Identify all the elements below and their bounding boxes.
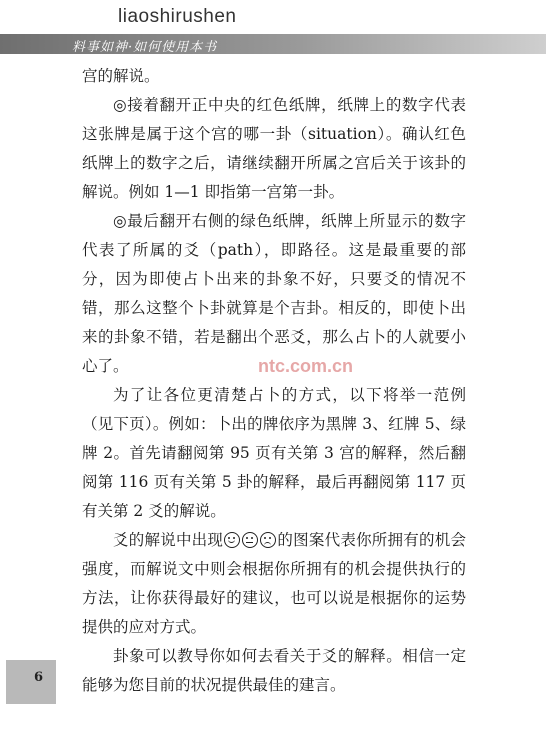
happy-face-icon bbox=[224, 532, 240, 548]
paragraph-3: ◎最后翻开右侧的绿色纸牌，纸牌上所显示的数字代表了所属的爻（path），即路径。这是最重要的部分，因为即使占卜出来的卦象不好，只要爻的情况不错，那么这整个卜卦就算是个吉卦。相反的，即使卜出来的卦象不错，若是翻出个恶爻，那么占卜的人就要小心了。 bbox=[82, 212, 466, 375]
paragraph-5 bbox=[82, 526, 466, 642]
paragraph-1: 宫的解说。 bbox=[82, 67, 160, 85]
page-number: 6 bbox=[34, 670, 44, 685]
header-latin-title: liaoshirushen bbox=[118, 6, 237, 27]
paragraph-5-lead: 爻的解说中出现 bbox=[113, 531, 224, 549]
watermark: ntc.com.cn bbox=[258, 356, 354, 376]
page-number-box bbox=[6, 660, 56, 704]
body-text bbox=[82, 62, 466, 700]
neutral-face-icon bbox=[242, 532, 258, 548]
paragraph-2: ◎接着翻开正中央的红色纸牌，纸牌上的数字代表这张牌是属于这个宫的哪一卦（situation）。确认红色纸牌上的数字之后，请继续翻开所属之宫后关于该卦的解说。例如 1—1 即指第一宫第一卦。 bbox=[82, 96, 466, 201]
paragraph-4: 为了让各位更清楚占卜的方式，以下将举一范例（见下页）。例如：卜出的牌依序为黑牌 3、红牌 5、绿牌 2。首先请翻阅第 95 页有关第 3 宫的解释，然后翻阅第 116 页有关第 5 卦的解释，最后再翻阅第 117 页有关第 2 爻的解说。 bbox=[82, 386, 466, 520]
paragraph-5-tail: 的图案代表你所拥有的机会强度，而解说文中则会根据你所拥有的机会提供执行的方法，让你获得最好的建议，也可以说是根据你的运势提供的应对方式。 bbox=[82, 531, 466, 636]
header-subtitle: 料事如神·如何使用本书 bbox=[72, 40, 218, 55]
sad-face-icon bbox=[260, 532, 276, 548]
paragraph-6: 卦象可以教导你如何去看关于爻的解释。相信一定能够为您目前的状况提供最佳的建言。 bbox=[82, 647, 466, 694]
